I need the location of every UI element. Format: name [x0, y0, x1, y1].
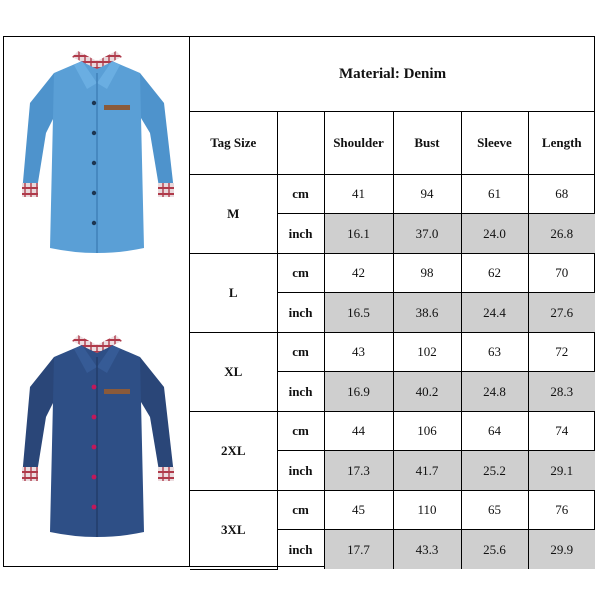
table-cell: 17.3 [324, 451, 393, 491]
size-label: L [190, 254, 277, 333]
table-cell: 16.5 [324, 293, 393, 333]
table-cell: 16.9 [324, 372, 393, 412]
table-cell: 16.1 [324, 214, 393, 254]
table-cell: 43.3 [393, 530, 461, 570]
unit-label: cm [277, 491, 324, 530]
table-cell: 63 [461, 333, 528, 372]
table-cell: 26.8 [528, 214, 595, 254]
unit-label: inch [277, 372, 324, 412]
table-cell: 94 [393, 175, 461, 214]
table-row [190, 412, 595, 451]
table-cell: 106 [393, 412, 461, 451]
table-cell: 68 [528, 175, 595, 214]
table-cell: 17.7 [324, 530, 393, 570]
unit-label: cm [277, 412, 324, 451]
table-cell: 42 [324, 254, 393, 293]
unit-label: cm [277, 333, 324, 372]
light-blue-shirt-image [12, 43, 182, 263]
table-cell: 70 [528, 254, 595, 293]
table-cell: 102 [393, 333, 461, 372]
size-label: XL [190, 333, 277, 412]
table-cell: 45 [324, 491, 393, 530]
header-length: Length [528, 112, 595, 175]
unit-label: inch [277, 293, 324, 333]
table-cell: 62 [461, 254, 528, 293]
unit-label: inch [277, 530, 324, 570]
header-unit [277, 112, 324, 175]
table-cell: 29.9 [528, 530, 595, 570]
table-cell: 74 [528, 412, 595, 451]
table-cell: 41 [324, 175, 393, 214]
table-cell: 25.2 [461, 451, 528, 491]
table-cell: 43 [324, 333, 393, 372]
size-label: M [190, 175, 277, 254]
table-cell: 61 [461, 175, 528, 214]
material-title: Material: Denim [190, 37, 595, 112]
table-cell: 64 [461, 412, 528, 451]
table-cell: 76 [528, 491, 595, 530]
product-images-column [4, 37, 190, 566]
table-cell: 28.3 [528, 372, 595, 412]
header-bust: Bust [393, 112, 461, 175]
header-tag-size: Tag Size [190, 112, 277, 175]
size-label: 2XL [190, 412, 277, 491]
unit-label: inch [277, 214, 324, 254]
header-shoulder: Shoulder [324, 112, 393, 175]
table-cell: 40.2 [393, 372, 461, 412]
unit-label: cm [277, 254, 324, 293]
table-cell: 37.0 [393, 214, 461, 254]
unit-label: cm [277, 175, 324, 214]
size-label: 3XL [190, 491, 277, 570]
unit-label: inch [277, 451, 324, 491]
table-cell: 72 [528, 333, 595, 372]
table-cell: 110 [393, 491, 461, 530]
table-cell: 25.6 [461, 530, 528, 570]
size-table [190, 37, 595, 570]
table-row [190, 175, 595, 214]
title-row [190, 37, 595, 112]
table-row [190, 333, 595, 372]
dark-blue-shirt-image [12, 327, 182, 547]
table-cell: 98 [393, 254, 461, 293]
header-row [190, 112, 595, 175]
table-cell: 24.4 [461, 293, 528, 333]
table-cell: 24.8 [461, 372, 528, 412]
table-cell: 29.1 [528, 451, 595, 491]
table-row [190, 254, 595, 293]
table-cell: 44 [324, 412, 393, 451]
table-cell: 27.6 [528, 293, 595, 333]
table-cell: 41.7 [393, 451, 461, 491]
table-cell: 65 [461, 491, 528, 530]
size-chart-frame [3, 36, 595, 567]
header-sleeve: Sleeve [461, 112, 528, 175]
table-cell: 24.0 [461, 214, 528, 254]
table-cell: 38.6 [393, 293, 461, 333]
table-row [190, 491, 595, 530]
